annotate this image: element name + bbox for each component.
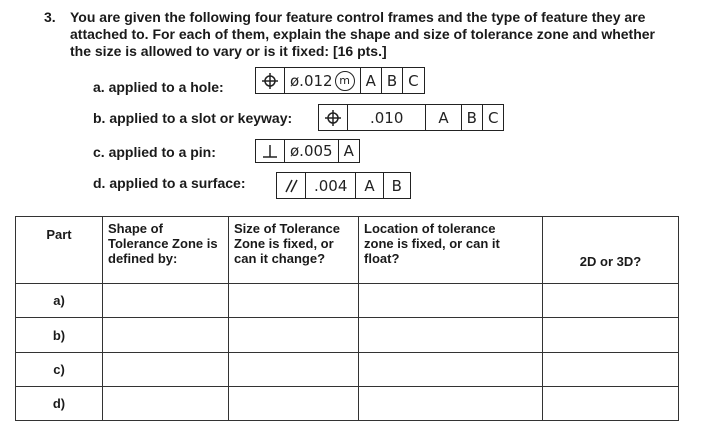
row-label: c): [16, 352, 103, 386]
datum-cell: A: [356, 173, 383, 198]
feature-control-frame-d: [276, 172, 411, 199]
mmc-modifier: m: [335, 71, 355, 91]
datum-cell: B: [462, 105, 483, 130]
position-icon: [324, 109, 342, 127]
tolerance-value: ø.005: [285, 140, 339, 162]
item-d-label: d. applied to a surface:: [93, 175, 246, 191]
table-row: [16, 352, 679, 386]
table-row: [16, 318, 679, 352]
header-size: Size of Tolerance Zone is fixed, or can it change?: [229, 217, 359, 284]
answer-cell[interactable]: [103, 386, 229, 420]
datum-cell: C: [408, 71, 419, 90]
answer-cell[interactable]: [359, 352, 543, 386]
answer-cell[interactable]: [103, 318, 229, 352]
answer-cell[interactable]: [229, 318, 359, 352]
question-text-line-3: the size is allowed to vary or is it fixed: [16 pts.]: [70, 43, 387, 59]
answer-cell[interactable]: [543, 284, 679, 318]
table-header-row: [16, 217, 679, 284]
question-number: 3.: [44, 9, 56, 25]
item-a-label: a. applied to a hole:: [93, 79, 224, 95]
perpendicularity-icon: [261, 142, 279, 160]
datum-cell: C: [487, 108, 499, 127]
item-c-label: c. applied to a pin:: [93, 144, 216, 160]
tolerance-value: .010: [348, 105, 426, 130]
datum-cell: B: [382, 68, 403, 93]
question-text-line-1: You are given the following four feature control frames and the type of feature they are: [70, 9, 646, 25]
parallelism-icon: [282, 177, 300, 195]
header-location: Location of tolerance zone is fixed, or can it float?: [359, 217, 543, 284]
table-row: [16, 386, 679, 420]
answer-cell[interactable]: [103, 284, 229, 318]
position-icon: [261, 72, 279, 90]
answer-cell[interactable]: [359, 386, 543, 420]
feature-control-frame-c: [255, 139, 360, 163]
feature-control-frame-a: [255, 67, 425, 94]
row-label: b): [16, 318, 103, 352]
answer-cell[interactable]: [229, 352, 359, 386]
datum-cell: B: [391, 176, 402, 195]
tolerance-value: .004: [306, 173, 356, 198]
answer-cell[interactable]: [543, 352, 679, 386]
answer-cell[interactable]: [359, 318, 543, 352]
datum-cell: A: [343, 142, 354, 160]
answer-cell[interactable]: [543, 386, 679, 420]
item-b-label: b. applied to a slot or keyway:: [93, 110, 293, 126]
header-part: Part: [16, 217, 103, 284]
tolerance-value: ø.012: [290, 71, 333, 90]
header-dimension: 2D or 3D?: [543, 217, 679, 284]
row-label: a): [16, 284, 103, 318]
row-label: d): [16, 386, 103, 420]
answer-cell[interactable]: [543, 318, 679, 352]
answer-table: [15, 216, 679, 421]
answer-cell[interactable]: [229, 386, 359, 420]
feature-control-frame-b: [318, 104, 504, 131]
answer-cell[interactable]: [359, 284, 543, 318]
question-text-line-2: attached to. For each of them, explain the shape and size of tolerance zone and whether: [70, 26, 656, 42]
datum-cell: A: [426, 105, 461, 130]
answer-cell[interactable]: [229, 284, 359, 318]
datum-cell: A: [361, 68, 382, 93]
header-shape: Shape of Tolerance Zone is defined by:: [103, 217, 229, 284]
table-row: [16, 284, 679, 318]
answer-cell[interactable]: [103, 352, 229, 386]
